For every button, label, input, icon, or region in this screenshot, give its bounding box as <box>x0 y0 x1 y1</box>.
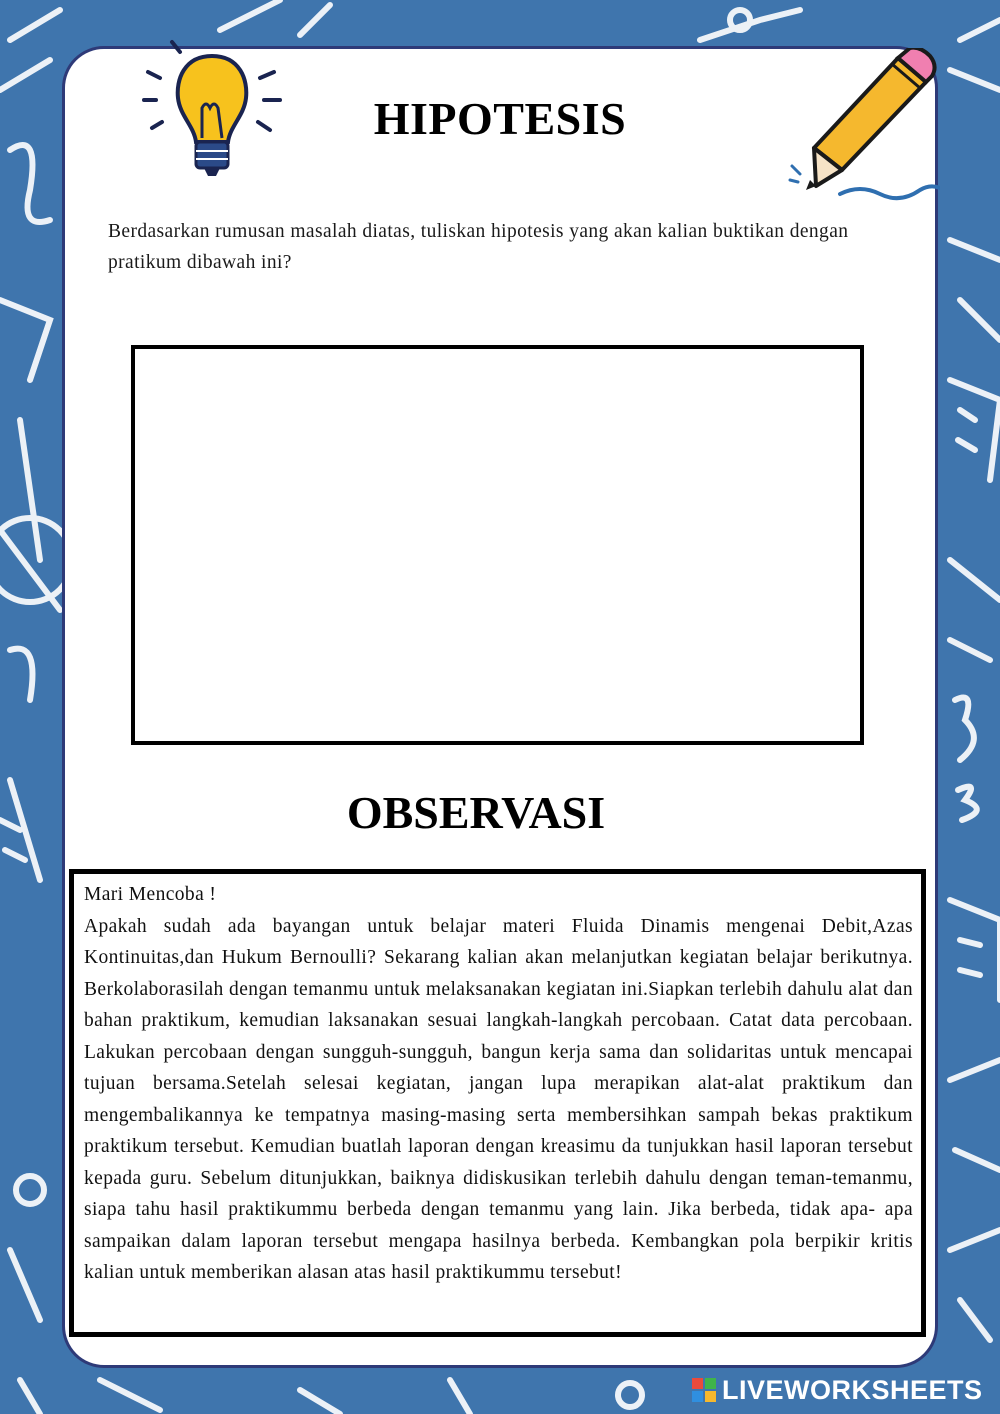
observasi-body: Apakah sudah ada bayangan untuk belajar materi Fluida Dinamis mengenai Debit,Azas Kontinuitas,dan Hukum Bernoulli? Sekarang kalian akan melanjutkan kegiatan belajar berikutnya. Berkolaborasilah dengan temanmu untuk melaksanakan kegiatan ini.Siapkan terlebih dahulu alat dan bahan praktikum, kemudian laksanakan sesuai langkah-langkah percobaan. Catat data percobaan. Lakukan percobaan dengan sungguh-sungguh, bangun kerja sama dan solidaritas untuk mencapai tujuan bersama.Setelah selesai kegiatan, jangan lupa merapikan alat-alat praktikum dan mengembalikannya ke tempatnya masing-masing serta membersihkan sampah bekas praktikum praktikum tersebut. Kemudian buatlah laporan dengan kreasimu da tunjukkan hasil laporan tersebut kepada guru. Sebelum ditunjukkan, baiknya didiskusikan terlebih dahulu dengan teman-temanmu, siapa tahu hasil praktikummu berbeda dengan temanmu yang lain. Jika berbeda, tidak apa- apa sampaikan dalam laporan tersebut mengapa hasilnya berbeda. Kembangkan pola berpikir kritis kalian untuk memberikan alasan atas hasil praktikummu tersebut! <box>84 915 913 1283</box>
observasi-title: OBSERVASI <box>346 787 606 838</box>
liveworksheets-watermark <box>692 1374 983 1406</box>
liveworksheets-logo-icon <box>692 1378 716 1402</box>
hipotesis-instruction: Berdasarkan rumusan masalah diatas, tuliskan hipotesis yang akan kalian buktikan dengan pratikum dibawah ini? <box>108 221 849 273</box>
hipotesis-answer-box[interactable] <box>131 345 864 745</box>
watermark-text: LIVEWORKSHEETS <box>722 1374 983 1405</box>
hipotesis-title: HIPOTESIS <box>373 93 627 144</box>
observasi-text-box <box>69 869 926 1337</box>
observasi-heading: Mari Mencoba ! <box>84 884 217 905</box>
